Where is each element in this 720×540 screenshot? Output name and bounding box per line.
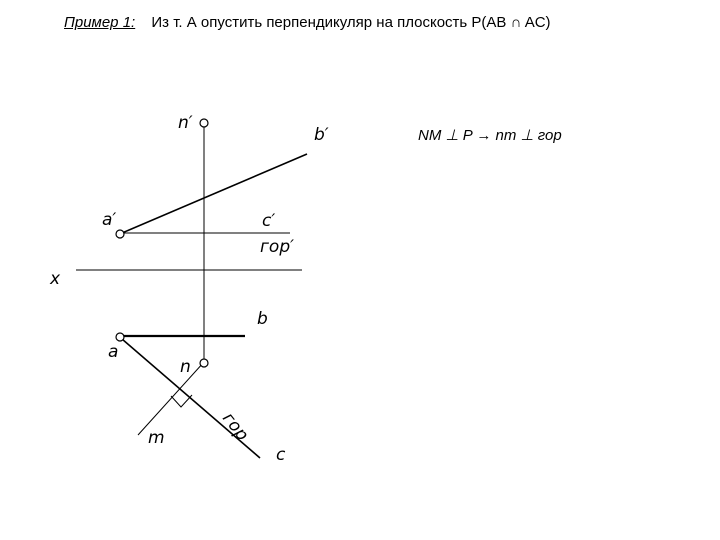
point-a <box>116 333 124 341</box>
point-n <box>200 359 208 367</box>
formula-text: NM ⊥ P → nm ⊥ гор <box>418 127 562 144</box>
a-prime-b-prime-line <box>122 154 307 233</box>
label-n: n <box>180 357 191 377</box>
label-a: a <box>108 342 119 362</box>
label-x-axis: x <box>50 269 61 289</box>
label-gor-prime: гор′ <box>260 237 294 257</box>
label-b-prime: b′ <box>314 125 329 145</box>
label-c-prime: c′ <box>262 211 276 231</box>
point-a-prime <box>116 230 124 238</box>
n-m-perpendicular <box>138 362 204 435</box>
label-a-prime: a′ <box>102 210 117 230</box>
label-m: m <box>148 428 165 448</box>
label-c: c <box>276 445 286 465</box>
example-label: Пример 1: <box>64 14 136 31</box>
label-b: b <box>257 309 268 329</box>
point-n-prime <box>200 119 208 127</box>
task-text: Из т. А опустить перпендикуляр на плоскость P(AB ∩ AC) <box>151 14 551 31</box>
label-gor: гор <box>218 408 253 445</box>
label-n-prime: n′ <box>178 113 193 133</box>
